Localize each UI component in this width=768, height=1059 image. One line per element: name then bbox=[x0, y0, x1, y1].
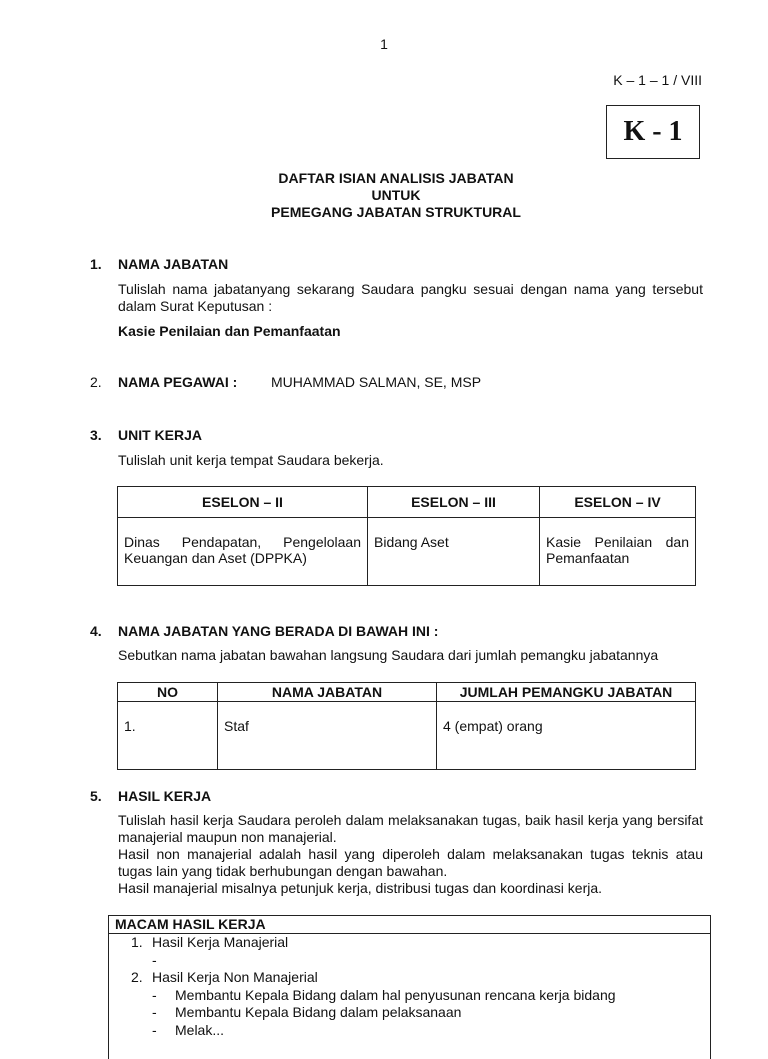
list-item-dash: - bbox=[115, 952, 704, 970]
table-row bbox=[118, 702, 696, 770]
section2-value: MUHAMMAD SALMAN, SE, MSP bbox=[271, 374, 481, 390]
table-header-cell: MACAM HASIL KERJA bbox=[109, 916, 711, 934]
list-item-text: Hasil Kerja Non Manajerial bbox=[152, 969, 318, 985]
bullet-dash: - bbox=[152, 1004, 157, 1022]
form-code: K – 1 – 1 / VIII bbox=[613, 72, 702, 88]
table-header-cell: NO bbox=[118, 683, 218, 702]
bullet-text: Membantu Kepala Bidang dalam hal penyusunan rencana kerja bidang bbox=[175, 987, 616, 1003]
section2-number: 2. bbox=[90, 374, 102, 390]
table-header-row bbox=[118, 683, 696, 702]
section3-number: 3. bbox=[90, 427, 102, 443]
list-item-number: 2. bbox=[131, 969, 143, 987]
title-line-2: UNTUK bbox=[0, 187, 768, 204]
section5-number: 5. bbox=[90, 788, 102, 804]
table-header-row bbox=[118, 487, 696, 518]
section4-heading: NAMA JABATAN YANG BERADA DI BAWAH INI : bbox=[118, 623, 438, 639]
table-header-cell: NAMA JABATAN bbox=[218, 683, 437, 702]
bullet-item bbox=[115, 987, 704, 1005]
hasil-kerja-list bbox=[109, 934, 711, 1059]
table-header-cell: ESELON – IV bbox=[540, 487, 696, 518]
table-header-cell: ESELON – II bbox=[118, 487, 368, 518]
title-line-3: PEMEGANG JABATAN STRUKTURAL bbox=[0, 204, 768, 221]
table-header-cell: ESELON – III bbox=[368, 487, 540, 518]
section5-description bbox=[118, 812, 703, 897]
table-header-row bbox=[109, 916, 711, 934]
bullet-item bbox=[115, 1004, 704, 1022]
table-header-cell: JUMLAH PEMANGKU JABATAN bbox=[437, 683, 696, 702]
section5-paragraph-1: Tulislah hasil kerja Saudara peroleh dalam melaksanakan tugas, baik hasil kerja yang bersifat manajerial maupun non manajerial. bbox=[118, 812, 703, 846]
page-number: 1 bbox=[0, 36, 768, 52]
table-cell: Dinas Pendapatan, Pengelolaan Keuangan dan Aset (DPPKA) bbox=[118, 518, 368, 586]
table-cell: Bidang Aset bbox=[368, 518, 540, 586]
table-cell: Staf bbox=[218, 702, 437, 770]
hasil-kerja-table bbox=[108, 915, 711, 1059]
bullet-dash: - bbox=[152, 987, 157, 1005]
bullet-text: Melak... bbox=[175, 1022, 224, 1038]
section1-value: Kasie Penilaian dan Pemanfaatan bbox=[118, 323, 341, 339]
list-item bbox=[115, 934, 704, 952]
bullet-dash: - bbox=[152, 1022, 157, 1040]
section5-paragraph-3: Hasil manajerial misalnya petunjuk kerja, distribusi tugas dan koordinasi kerja. bbox=[118, 880, 703, 897]
table-row bbox=[109, 934, 711, 1059]
section2-heading: NAMA PEGAWAI : bbox=[118, 374, 237, 390]
section5-heading: HASIL KERJA bbox=[118, 788, 211, 804]
section3-instruction: Tulislah unit kerja tempat Saudara bekerja. bbox=[118, 452, 384, 468]
section1-heading: NAMA JABATAN bbox=[118, 256, 228, 272]
section1-instruction: Tulislah nama jabatanyang sekarang Saudara pangku sesuai dengan nama yang tersebut dalam Surat Keputusan : bbox=[118, 281, 703, 315]
form-badge: K - 1 bbox=[606, 105, 700, 159]
bullet-item bbox=[115, 1022, 704, 1040]
table-cell: 1. bbox=[118, 702, 218, 770]
section4-instruction: Sebutkan nama jabatan bawahan langsung Saudara dari jumlah pemangku jabatannya bbox=[118, 647, 658, 663]
bawahan-table bbox=[117, 682, 696, 770]
table-cell: 4 (empat) orang bbox=[437, 702, 696, 770]
list-item-text: Hasil Kerja Manajerial bbox=[152, 934, 288, 950]
table-row bbox=[118, 518, 696, 586]
list-item-number: 1. bbox=[131, 934, 143, 952]
list-item bbox=[115, 969, 704, 987]
section1-number: 1. bbox=[90, 256, 102, 272]
section5-paragraph-2: Hasil non manajerial adalah hasil yang diperoleh dalam melaksanakan tugas teknis atau tugas lain yang tidak berhubungan dengan bawahan. bbox=[118, 846, 703, 880]
section4-number: 4. bbox=[90, 623, 102, 639]
title-line-1: DAFTAR ISIAN ANALISIS JABATAN bbox=[0, 170, 768, 187]
section3-heading: UNIT KERJA bbox=[118, 427, 202, 443]
table-cell: Kasie Penilaian dan Pemanfaatan bbox=[540, 518, 696, 586]
unit-kerja-table bbox=[117, 486, 696, 586]
document-title bbox=[0, 170, 768, 221]
bullet-text: Membantu Kepala Bidang dalam pelaksanaan bbox=[175, 1004, 461, 1020]
